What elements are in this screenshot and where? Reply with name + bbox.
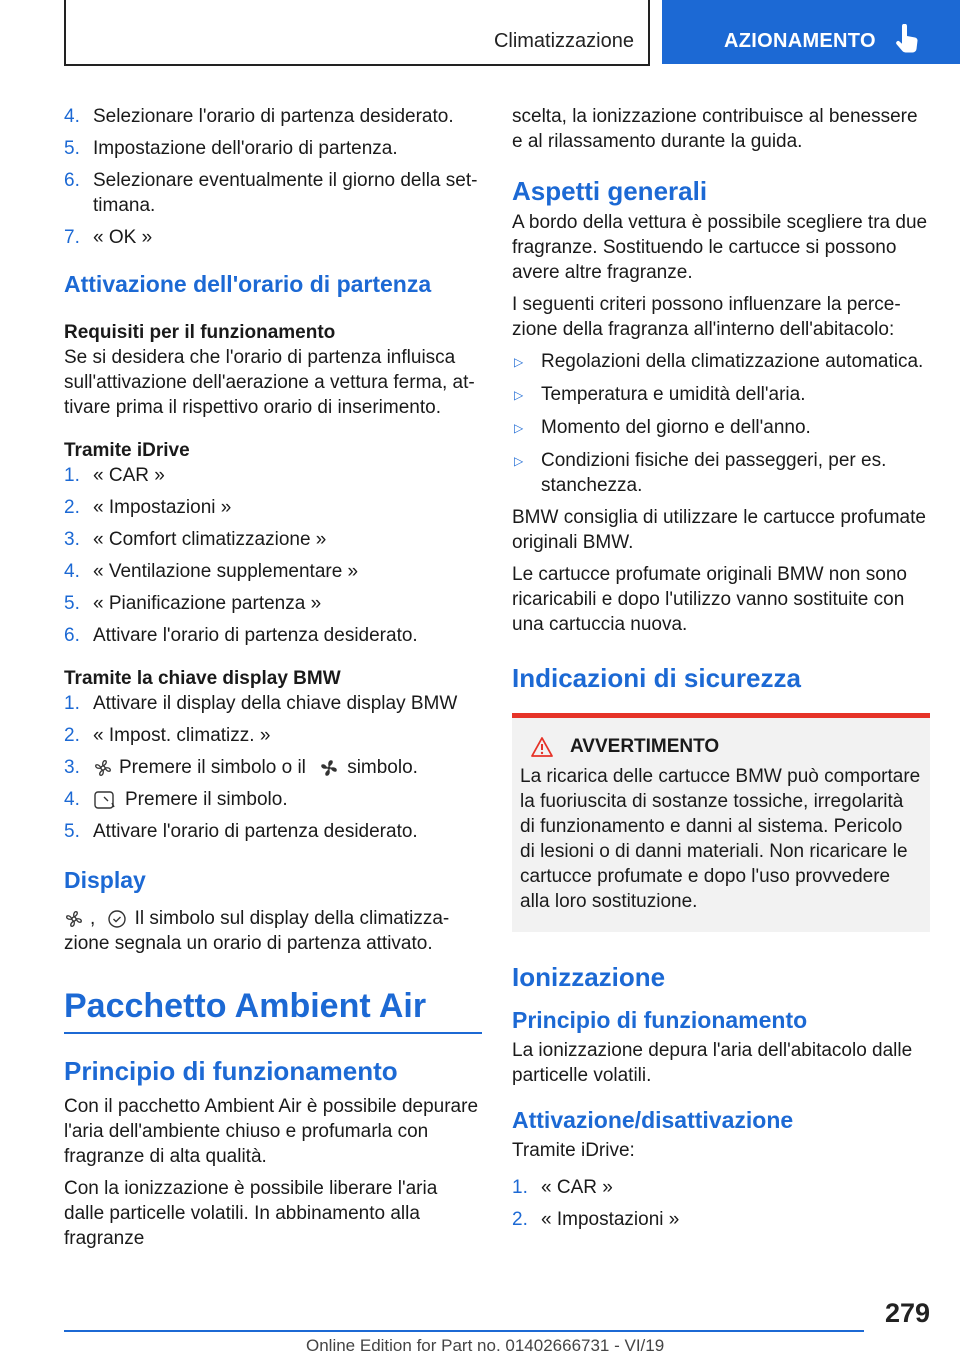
left-column: [64, 104, 482, 1258]
list-item: 2. « Impostazioni »: [64, 497, 232, 518]
list-item: 1. Attivare il display della chiave display BMW: [64, 693, 458, 714]
paragraph: I seguenti criteri possono influenzare la percezione della fragranza all'interno dell'abitacolo:: [512, 294, 901, 340]
paragraph: A bordo della vettura è possibile scegliere tra due fragranze. Sostituendo le cartucce si possono avere altre fragranze.: [512, 212, 928, 283]
list-item: 5. Attivare l'orario di partenza desiderato.: [64, 821, 418, 842]
list-item: 3. Premere il simbolo o il simbolo.: [64, 757, 418, 778]
list-item: 5. « Pianificazione partenza »: [64, 593, 322, 614]
clock-check-icon: [107, 909, 127, 929]
paragraph: Tramite iDrive:: [512, 1140, 635, 1161]
idrive-title: Tramite iDrive: [64, 440, 190, 461]
triangle-bullet-icon: ▷: [514, 454, 524, 468]
page-number: 279: [884, 1298, 930, 1328]
list-item: ▷ Temperatura e umidità dell'aria.: [512, 382, 930, 408]
warning-triangle-icon: [530, 736, 554, 758]
list-item: 4. « Ventilazione supplementare »: [64, 561, 359, 582]
paragraph: La ionizzazione depura l'aria dell'abitacolo dalle particelle volatili.: [512, 1040, 913, 1086]
list-item: 7. « OK »: [64, 227, 153, 248]
section-title: Climatizzazione: [493, 30, 634, 52]
list-item: 1. « CAR »: [512, 1177, 613, 1198]
timer-check-icon: [93, 789, 117, 811]
list-item: 3. « Comfort climatizzazione »: [64, 529, 327, 550]
warning-box: [512, 713, 930, 932]
list-item: 1. « CAR »: [64, 465, 165, 486]
fan-icon: [64, 909, 84, 929]
heading-attivazione-disattivazione: Attivazione/disattivazione: [512, 1107, 794, 1133]
heading-principio: Principio di funzionamento: [64, 1056, 398, 1086]
triangle-bullet-icon: ▷: [514, 388, 524, 402]
ion-steps: [512, 1175, 930, 1232]
warning-text: La ricarica delle cartucce BMW può comportare la fuoriuscita di sostanze tossiche, irregolarità di funzionamento e danni al sistema. Pericolo di lesioni o di danni materiali. Non ricaricare le cartucce profumate e dopo l'uso provvedere alla loro sostituzione.: [520, 766, 921, 912]
chapter-title: AZIONAMENTO: [724, 30, 876, 52]
heading-attivazione: Attivazione dell'orario di partenza: [64, 271, 432, 297]
requirements-title: Requisiti per il funzionamento: [64, 322, 336, 343]
hand-pointer-icon: [894, 24, 920, 54]
triangle-bullet-icon: ▷: [514, 355, 524, 369]
heading-principio-ion: Principio di funzionamento: [512, 1007, 808, 1033]
key-title: Tramite la chiave display BMW: [64, 668, 341, 689]
heading-ambient-air: Pacchetto Ambient Air: [64, 986, 482, 1034]
list-item: 2. « Impost. climatizz. »: [64, 725, 271, 746]
heading-aspetti: Aspetti generali: [512, 176, 708, 206]
footer-rule: [64, 1330, 864, 1332]
paragraph: BMW consiglia di utilizzare le cartucce profumate originali BMW.: [512, 507, 926, 553]
right-column: [512, 104, 930, 1239]
display-text: , Il simbolo sul display della climatizzazione segnala un orario di partenza attivato.: [64, 908, 450, 954]
list-item: 5. Impostazione dell'orario di partenza.: [64, 138, 398, 159]
list-item: 6. Attivare l'orario di partenza desiderato.: [64, 625, 418, 646]
paragraph: scelta, la ionizzazione contribuisce al benessere e al rilassamento durante la guida.: [512, 106, 918, 152]
edition-text: Online Edition for Part no. 01402666731 - VI/19: [306, 1336, 665, 1355]
fan-icon: [93, 758, 113, 778]
page-header: [0, 0, 960, 66]
list-item: 6. Selezionare eventualmente il giorno della settimana.: [64, 170, 478, 216]
heading-sicurezza: Indicazioni di sicurezza: [512, 663, 801, 693]
list-item: ▷ Regolazioni della climatizzazione automatica.: [512, 349, 930, 375]
heading-ionizzazione: Ionizzazione: [512, 962, 666, 992]
list-item: 4. Selezionare l'orario di partenza desiderato.: [64, 106, 454, 127]
key-steps: [64, 691, 482, 844]
section-tab: [64, 0, 650, 66]
paragraph: Le cartucce profumate originali BMW non sono ricaricabili e dopo l'utilizzo vanno sostituite con una cartuccia nuova.: [512, 564, 907, 635]
requirements-text: Se si desidera che l'orario di partenza influisca sull'attivazione dell'aerazione a vettura ferma, attivare prima il rispettivo orario di inserimento.: [64, 347, 475, 418]
criteria-list: [512, 349, 930, 498]
fan-filled-icon: [319, 758, 339, 778]
list-item: ▷ Momento del giorno e dell'anno.: [512, 415, 930, 441]
heading-display: Display: [64, 867, 146, 893]
paragraph: Con la ionizzazione è possibile liberare l'aria dalle particelle volatili. In abbinamento alla fragranze: [64, 1178, 438, 1249]
idrive-steps: [64, 463, 482, 648]
paragraph: Con il pacchetto Ambient Air è possibile depurare l'aria dell'ambiente chiuso e profumarla con fragranze di alta qualità.: [64, 1096, 479, 1167]
warning-title: AVVERTIMENTO: [570, 736, 720, 757]
steps-top: [64, 104, 482, 250]
list-item: 2. « Impostazioni »: [512, 1209, 680, 1230]
list-item: 4. Premere il simbolo.: [64, 789, 288, 810]
list-item: ▷ Condizioni fisiche dei passeggeri, per es. stanchezza.: [514, 450, 887, 496]
triangle-bullet-icon: ▷: [514, 421, 524, 435]
chapter-tab: [662, 0, 960, 64]
